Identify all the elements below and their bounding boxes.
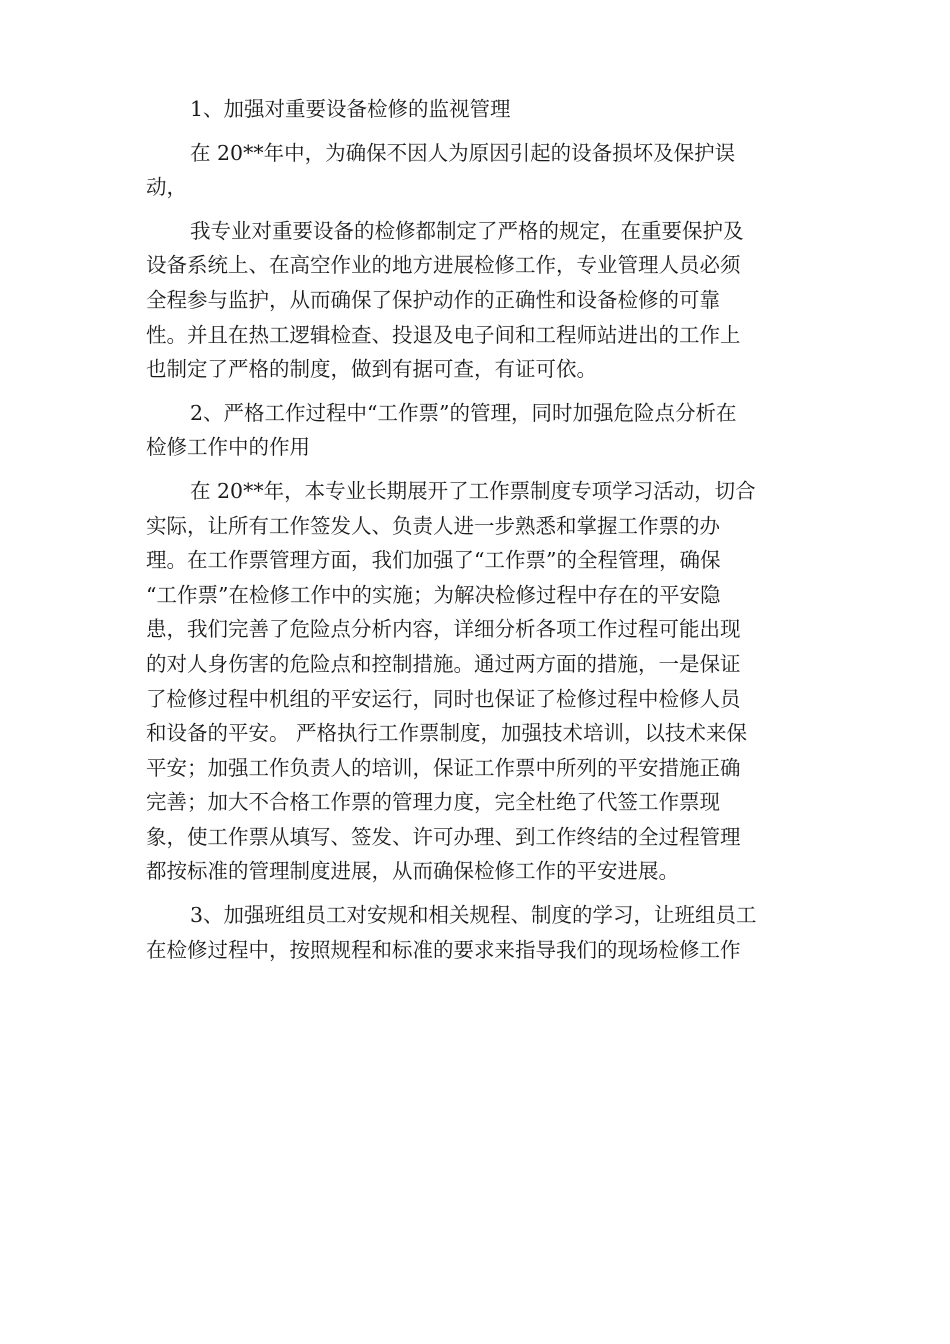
paragraph-line: 在 20**年中，为确保不因人为原因引起的设备损坏及保护误 — [190, 140, 736, 165]
paragraph-line: 实际，让所有工作签发人、负责人进一步熟悉和掌握工作票的办 — [146, 513, 720, 538]
paragraph-line: 设备系统上、在高空作业的地方进展检修工作，专业管理人员必须 — [146, 253, 741, 278]
section-heading-2: 2、严格工作过程中“工作票”的管理，同时加强危险点分析在 — [190, 400, 737, 425]
paragraph-line: 完善；加大不合格工作票的管理力度，完全杜绝了代签工作票现 — [146, 790, 720, 815]
section-heading-3: 3、加强班组员工对安规和相关规程、制度的学习，让班组员工 — [190, 903, 757, 928]
paragraph-gap — [146, 205, 806, 214]
paragraph-line: “工作票”在检修工作中的实施；为解决检修过程中存在的平安隐 — [146, 582, 721, 607]
document-body — [146, 92, 806, 967]
paragraph-gap — [146, 465, 806, 474]
paragraph-line: 患，我们完善了危险点分析内容，详细分析各项工作过程可能出现 — [146, 617, 741, 642]
paragraph-line: 在 20**年，本专业长期展开了工作票制度专项学习活动，切合 — [190, 478, 756, 503]
paragraph-gap — [146, 127, 806, 136]
paragraph-line: 的对人身伤害的危险点和控制措施。通过两方面的措施，一是保证 — [146, 651, 741, 676]
paragraph-line: 了检修过程中机组的平安运行，同时也保证了检修过程中检修人员 — [146, 686, 741, 711]
paragraph-line: 象，使工作票从填写、签发、许可办理、到工作终结的全过程管理 — [146, 824, 741, 849]
paragraph-line: 动， — [146, 175, 187, 200]
paragraph-line: 全程参与监护，从而确保了保护动作的正确性和设备检修的可靠 — [146, 287, 720, 312]
paragraph-line: 在检修过程中，按照规程和标准的要求来指导我们的现场检修工作 — [146, 937, 741, 962]
paragraph-line: 我专业对重要设备的检修都制定了严格的规定，在重要保护及 — [190, 218, 744, 243]
paragraph-gap — [146, 387, 806, 396]
paragraph-gap — [146, 889, 806, 898]
paragraph-line: 性。并且在热工逻辑检查、投退及电子间和工程师站进出的工作上 — [146, 322, 741, 347]
paragraph-line: 也制定了严格的制度，做到有据可查，有证可依。 — [146, 357, 597, 382]
paragraph-line: 理。在工作票管理方面，我们加强了“工作票”的全程管理，确保 — [146, 548, 721, 573]
paragraph-line: 平安；加强工作负责人的培训，保证工作票中所列的平安措施正确 — [146, 755, 741, 780]
paragraph-line: 都按标准的管理制度进展，从而确保检修工作的平安进展。 — [146, 859, 679, 884]
paragraph-line: 和设备的平安。 严格执行工作票制度，加强技术培训，以技术来保 — [146, 721, 748, 746]
section-heading-1: 1、加强对重要设备检修的监视管理 — [190, 97, 511, 121]
section-heading-2-cont: 检修工作中的作用 — [146, 435, 310, 460]
